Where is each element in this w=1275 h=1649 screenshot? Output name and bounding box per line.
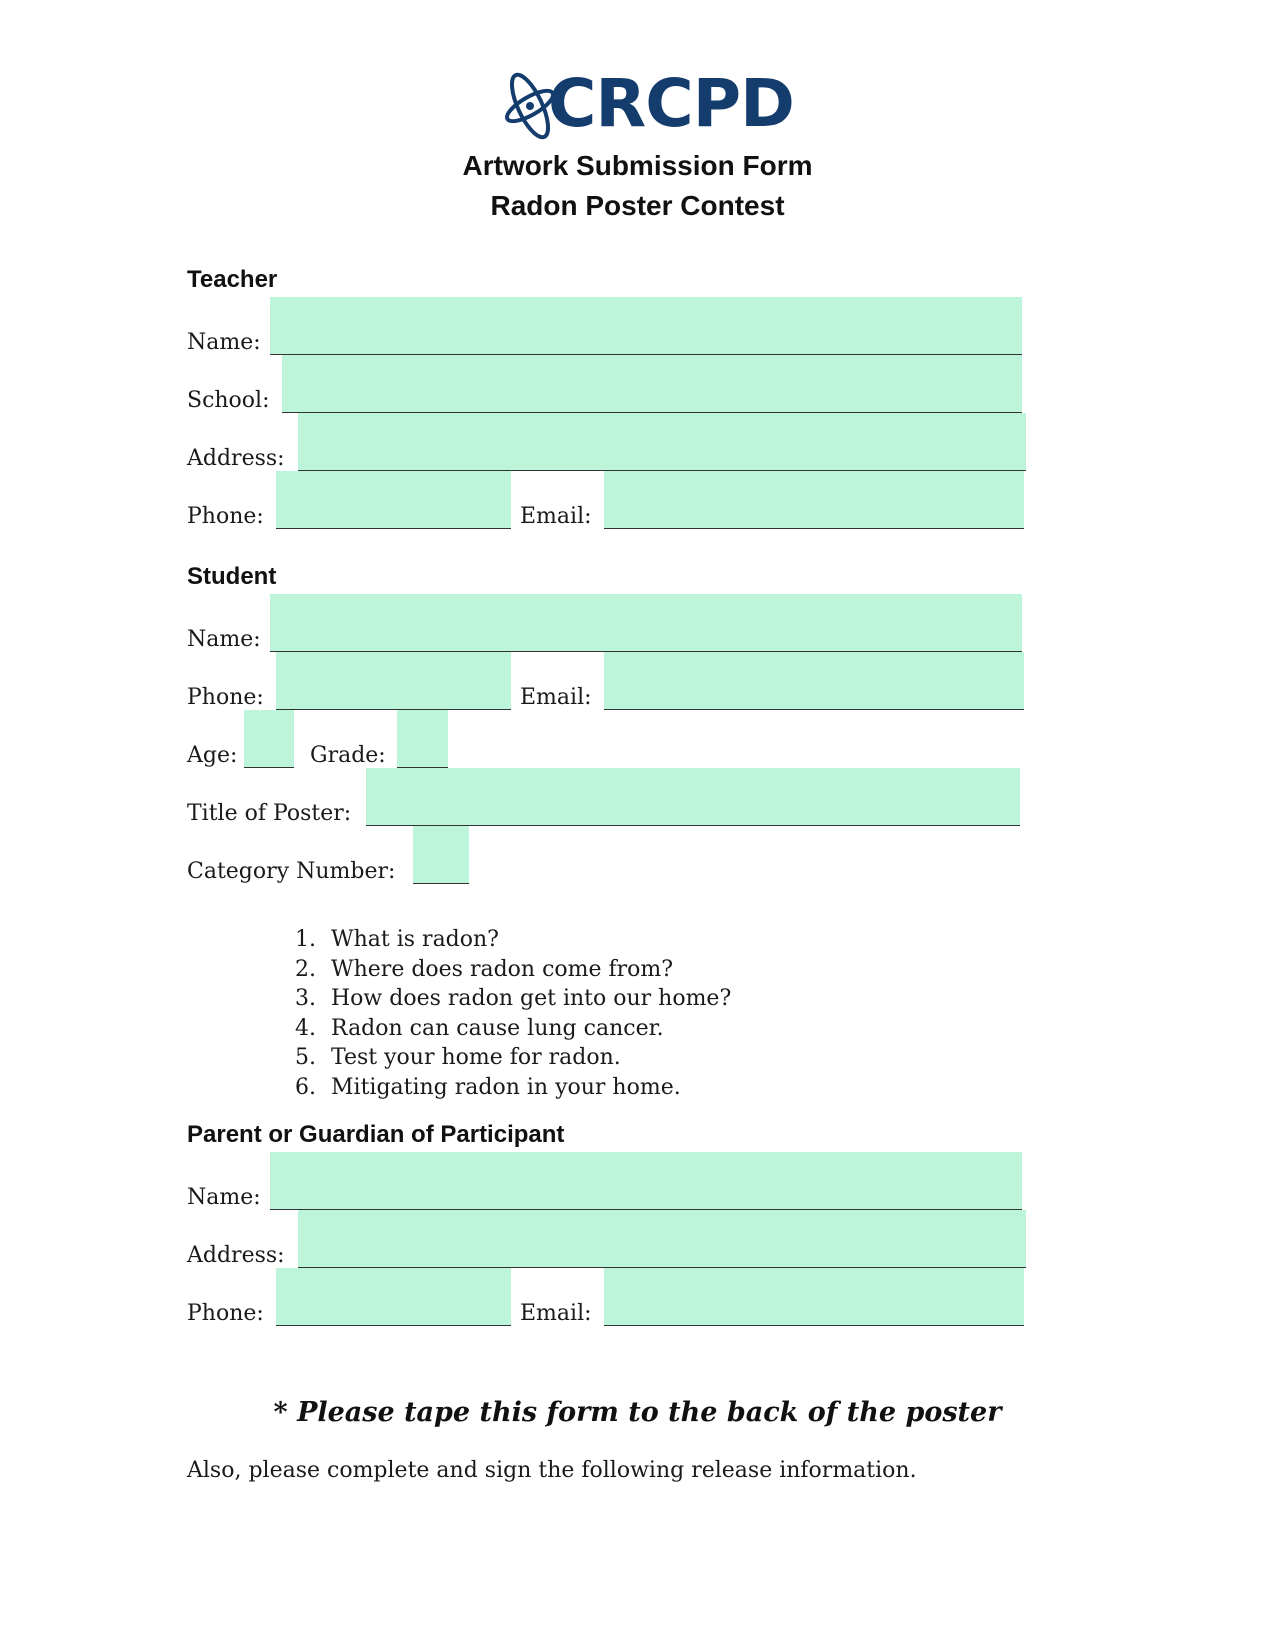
logo-wordmark: CRCPD [548,65,794,142]
category-number-field[interactable] [413,826,469,884]
teacher-address-field[interactable] [298,413,1026,471]
parent-address-label: Address: [187,1243,285,1268]
parent-email-label: Email: [520,1301,592,1326]
parent-name-label: Name: [187,1185,261,1210]
list-item: 2. Where does radon come from? [295,956,674,982]
release-instruction: Also, please complete and sign the following release information. [187,1458,917,1483]
list-item: 3. How does radon get into our home? [295,986,732,1011]
parent-heading: Parent or Guardian of Participant [187,1121,565,1148]
parent-email-field[interactable] [604,1268,1024,1326]
teacher-phone-label: Phone: [187,504,264,529]
teacher-email-field[interactable] [604,471,1024,529]
teacher-name-label: Name: [187,330,261,355]
tape-notice: * Please tape this form to the back of the poster [273,1397,1002,1428]
parent-name-field[interactable] [270,1152,1022,1210]
teacher-school-label: School: [187,388,270,413]
student-email-label: Email: [520,685,592,710]
poster-title-field[interactable] [366,768,1020,826]
category-list [295,925,731,1102]
list-item: 4. Radon can cause lung cancer. [295,1015,664,1041]
teacher-phone-field[interactable] [276,471,511,529]
parent-phone-label: Phone: [187,1301,264,1326]
student-heading: Student [187,563,277,590]
student-name-field[interactable] [270,594,1022,652]
student-phone-label: Phone: [187,685,264,710]
parent-phone-field[interactable] [276,1268,511,1326]
list-item: 1. What is radon? [295,927,499,952]
student-age-label: Age: [187,743,238,768]
parent-address-field[interactable] [298,1210,1026,1268]
teacher-address-label: Address: [187,446,285,471]
student-age-field[interactable] [244,710,294,768]
student-grade-field[interactable] [397,710,448,768]
teacher-name-field[interactable] [270,297,1022,355]
form-subtitle: Radon Poster Contest [490,190,785,221]
student-grade-label: Grade: [310,743,386,768]
list-item: 5. Test your home for radon. [295,1045,621,1070]
list-item: 6. Mitigating radon in your home. [295,1074,681,1100]
teacher-heading: Teacher [187,266,278,293]
student-name-label: Name: [187,627,261,652]
student-email-field[interactable] [604,652,1024,710]
teacher-school-field[interactable] [282,355,1022,413]
student-phone-field[interactable] [276,652,511,710]
poster-title-label: Title of Poster: [187,801,352,826]
form-title: Artwork Submission Form [462,150,813,181]
category-number-label: Category Number: [187,859,396,884]
teacher-email-label: Email: [520,504,592,529]
